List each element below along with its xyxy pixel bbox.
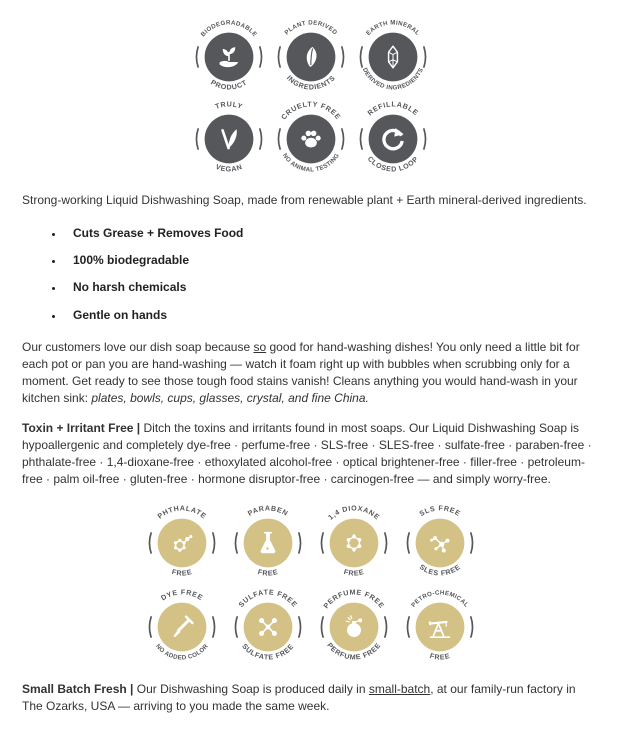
badge-top-label: CRUELTY FREE: [279, 100, 342, 122]
toxin-free-paragraph: [22, 420, 599, 488]
badge-top-label: PETRO-CHEMICAL: [409, 589, 470, 609]
badge-bottom-label: DERIVED INGREDIENTS: [360, 66, 425, 92]
text-segment: so: [253, 339, 267, 354]
eco-badges: [185, 16, 437, 180]
small-batch-link[interactable]: small-batch: [368, 682, 431, 697]
badge-svg: [190, 18, 268, 96]
badge-svg: [229, 504, 307, 582]
badge-svg: [143, 504, 221, 582]
badge-top-label: SLS FREE: [417, 504, 462, 519]
badge-bottom-label: FREE: [428, 652, 451, 662]
badge-sulfate-free-sulfate-free: [229, 588, 307, 666]
badge-sls-free-sles-free: [401, 504, 479, 582]
badge-svg: [315, 504, 393, 582]
badge-top-label: PLANT DERIVED: [282, 19, 339, 37]
badge-svg: [272, 18, 350, 96]
badge-dye-free-no-added-color: [143, 588, 221, 666]
badge-top-label: BIODEGRADABLE: [199, 19, 258, 39]
text-segment: Our Dishwashing Soap is produced daily in: [136, 682, 369, 697]
feature-bullet: • 100% biodegradable: [64, 252, 599, 268]
badge-top-label: PHTHALATE: [155, 504, 208, 521]
badge-svg: [354, 100, 432, 178]
badge-svg: [354, 18, 432, 96]
badge-bottom-label: PERFUME FREE: [324, 641, 383, 662]
badge-paraben-free: [229, 504, 307, 582]
badge-svg: [401, 504, 479, 582]
badge-bottom-label: PRODUCT: [208, 78, 249, 92]
badge-bottom-label: NO ADDED COLOR: [153, 642, 210, 662]
badge-top-label: PARABEN: [245, 504, 289, 518]
badge-bottom-label: FREE: [170, 568, 193, 578]
badge-bottom-label: FREE: [256, 568, 279, 578]
badge-top-label: REFILLABLE: [365, 100, 420, 118]
badge-top-label: 1,4 DIOXANE: [326, 504, 381, 522]
badge-top-label: DYE FREE: [159, 588, 204, 603]
text-segment: Small Batch Fresh |: [22, 682, 137, 697]
badge-svg: [190, 100, 268, 178]
badge-bottom-label: SULFATE FREE: [239, 642, 296, 662]
badge-svg: [272, 100, 350, 178]
feature-bullet: • Gentle on hands: [64, 307, 599, 323]
badge-1-4-dioxane-free: [315, 504, 393, 582]
badge-svg: [143, 588, 221, 666]
badge-svg: [401, 588, 479, 666]
badge-bottom-label: NO ANIMAL TESTING: [280, 152, 341, 174]
badge-phthalate-free: [143, 504, 221, 582]
text-segment: , at our family-run factory in The Ozarks, USA — arriving to you made the same week.: [22, 682, 576, 714]
badge-bottom-label: CLOSED LOOP: [365, 154, 420, 174]
feature-list: [22, 225, 599, 323]
badge-petro-chemical-free: [401, 588, 479, 666]
badge-bottom-label: VEGAN: [213, 162, 244, 174]
badge-top-label: PERFUME FREE: [321, 588, 386, 611]
badge-biodegradable-product: [190, 18, 268, 96]
badge-top-label: EARTH MINERAL: [364, 19, 421, 37]
customers-paragraph: [22, 339, 599, 407]
text-segment: plates, bowls, cups, glasses, crystal, and fine China.: [91, 390, 369, 405]
badge-cruelty-free-no-animal-testing: [272, 100, 350, 178]
feature-bullet: • No harsh chemicals: [64, 279, 599, 295]
badge-plant-derived-ingredients: [272, 18, 350, 96]
badge-top-label: TRULY: [213, 100, 244, 111]
badge-earth-mineral-derived-ingredients: [354, 18, 432, 96]
badge-bottom-label: FREE: [342, 568, 365, 578]
badge-truly-vegan: [190, 100, 268, 178]
text-segment: Toxin + Irritant Free |: [22, 420, 144, 435]
badge-perfume-free-perfume-free: [315, 588, 393, 666]
text-segment: good for hand-washing dishes! You only need a little bit for each pot or pan you are hand-washing — watch it foam right up with bubbles when scrubbing only for a moment. Get ready to see those tough food stains vanish! Cleans anything you would hand-wash in your kitchen sink:: [22, 339, 580, 405]
feature-bullet: • Cuts Grease + Removes Food: [64, 225, 599, 241]
badge-bottom-label: SLES FREE: [417, 563, 462, 578]
badge-svg: [229, 588, 307, 666]
intro-paragraph: Strong-working Liquid Dishwashing Soap, made from renewable plant + Earth mineral-derived ingredients.: [22, 193, 587, 207]
badge-svg: [315, 588, 393, 666]
badge-top-label: SULFATE FREE: [236, 588, 299, 610]
free-badges: [138, 501, 484, 669]
badge-refillable-closed-loop: [354, 100, 432, 178]
text-segment: Our customers love our dish soap because: [22, 339, 254, 354]
text-segment: Ditch the toxins and irritants found in most soaps. Our Liquid Dishwashing Soap is hypoallergenic and completely dye-free · perfume-free · SLS-free · SLES-free · sulfate-free · paraben-free · phthalate-free · 1,4-dioxane-free · ethoxylated alcohol-free · optical brightener-free · filler-free · petroleum-free · palm oil-free · gluten-free · hormone disruptor-free · carcinogen-free — and simply worry-free.: [22, 420, 592, 486]
badge-bottom-label: INGREDIENTS: [284, 73, 337, 92]
